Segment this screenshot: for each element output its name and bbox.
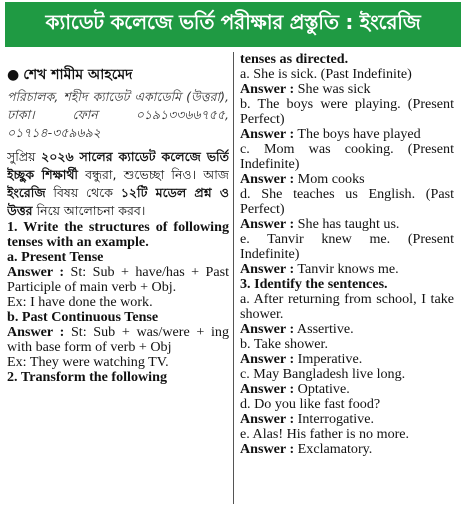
author-role: পরিচালক, শহীদ ক্যাডেট একাডেমি (উত্তরা), ঢাকা। ফোন ০১৯১৩৩৬৬৭৫৫, ০১৭১৪-৩৫৯৬৯২ [7, 89, 229, 140]
answer-text: Optative. [294, 381, 350, 397]
answer-label: Answer : [240, 126, 295, 142]
answer-label: Answer : [240, 381, 295, 397]
answer-label: Answer : [7, 324, 65, 340]
item-2b: b. The boys were playing. (Present Perfect) [240, 96, 454, 127]
intro-bold: ১২টি মডেল প্রশ্ন ও উত্তর [7, 185, 229, 218]
question-2: 2. Transform the following [7, 369, 167, 385]
answer-label: Answer : [240, 441, 295, 457]
author-line [7, 66, 229, 84]
banner-title: ক্যাডেট কলেজে ভর্তি পরীক্ষার প্রস্তুতি : ইংরেজি [45, 10, 421, 34]
item-2e: e. Tanvir knew me. (Present Indefinite) [240, 231, 454, 262]
intro-paragraph [7, 148, 229, 220]
answer-label: Answer : [240, 411, 295, 427]
question-2-continued: tenses as directed. [240, 52, 349, 67]
item-3a: a. After returning from school, I take shower. [240, 291, 454, 322]
answer-1b [7, 325, 229, 355]
answer-label: Answer : [7, 264, 65, 280]
question-1: 1. Write the structures of following tenses with an example. [7, 219, 229, 250]
answer-label: Answer : [240, 351, 295, 367]
example-1a: Ex: I have done the work. [7, 294, 153, 310]
answer-2c [240, 172, 454, 187]
answer-text: Imperative. [294, 351, 363, 367]
answer-3b [240, 352, 454, 367]
answer-text: She was sick [294, 81, 371, 97]
answer-2b [240, 127, 454, 142]
column-divider [233, 52, 234, 504]
intro-text: নিয়ে আলোচনা করব। [32, 203, 146, 218]
item-2a: a. She is sick. (Past Indefinite) [240, 66, 412, 82]
answer-2e [240, 262, 454, 277]
answer-3e [240, 442, 454, 457]
example-1b: Ex: They were watching TV. [7, 354, 169, 370]
right-column [240, 52, 454, 506]
intro-text: বিষয় থেকে [45, 185, 121, 200]
item-2d: d. She teaches us English. (Past Perfect) [240, 186, 454, 217]
answer-1a [7, 265, 229, 295]
item-3c: c. May Bangladesh live long. [240, 366, 406, 382]
answer-text: Interrogative. [294, 411, 374, 427]
answer-text: Mom cooks [294, 171, 365, 187]
answer-text: Assertive. [294, 321, 354, 337]
article-banner [5, 2, 461, 47]
question-1b: b. Past Continuous Tense [7, 309, 159, 325]
left-column [7, 52, 229, 506]
answer-label: Answer : [240, 261, 295, 277]
author-name: শেখ শামীম আহমেদ [23, 67, 133, 83]
answer-text: St: Sub + was/were + ing with base form of verb + Obj [7, 324, 229, 355]
intro-bold: ইংরেজি [7, 185, 46, 200]
answer-text: The boys have played [294, 126, 421, 142]
answer-text: St: Sub + have/has + Past Participle of main verb + Obj. [7, 264, 229, 295]
question-1a: a. Present Tense [7, 249, 104, 265]
item-2c: c. Mom was cooking. (Present Indefinite) [240, 141, 454, 172]
answer-label: Answer : [240, 216, 295, 232]
answer-label: Answer : [240, 321, 295, 337]
question-3: 3. Identify the sentences. [240, 276, 388, 292]
item-3b: b. Take shower. [240, 336, 328, 352]
answer-text: Exclamatory. [294, 441, 373, 457]
answer-text: She has taught us. [294, 216, 400, 232]
answer-3c [240, 382, 454, 397]
item-3e: e. Alas! His father is no more. [240, 426, 410, 442]
answer-3a [240, 322, 454, 337]
answer-3d [240, 412, 454, 427]
answer-2a [240, 82, 454, 97]
answer-label: Answer : [240, 81, 295, 97]
intro-text: সুপ্রিয় [7, 149, 42, 164]
intro-text: বন্ধুরা, শুভেচ্ছা নিও। আজ [78, 167, 229, 182]
bullet-icon: ● [7, 67, 20, 83]
item-3d: d. Do you like fast food? [240, 396, 381, 412]
answer-label: Answer : [240, 171, 295, 187]
intro-bold: ২০২৬ সালের ক্যাডেট কলেজে ভর্তি ইচ্ছুক শিক্ষার্থী [7, 149, 229, 182]
answer-2d [240, 217, 454, 232]
answer-text: Tanvir knows me. [294, 261, 399, 277]
